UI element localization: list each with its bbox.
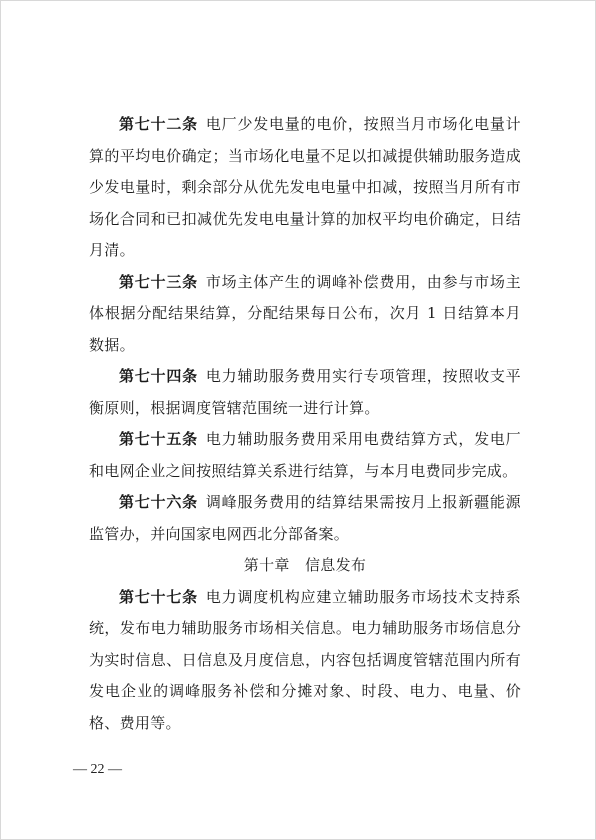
article-73 [89,267,521,362]
article-number: 第七十四条 [119,367,198,385]
article-72 [89,109,521,267]
page-body [89,109,521,739]
article-number: 第七十五条 [119,430,198,448]
article-number: 第七十七条 [119,587,198,606]
article-text: 电力调度机构应建立辅助服务市场技术支持系统，发布电力辅助服务市场相关信息。电力辅助服务市场信息分为实时信息、日信息及月度信息，内容包括调度管辖范围内所有发电企业的调峰服务补偿和分摊对象、时段、电力、电量、价格、费用等。 [89,587,521,732]
article-75 [89,424,521,487]
article-number: 第七十六条 [119,493,198,511]
article-77 [89,582,521,740]
article-76 [89,487,521,550]
article-number: 第七十三条 [119,272,198,291]
chapter-heading: 第十章 信息发布 [243,556,367,574]
article-text: 电力辅助服务费用采用电费结算方式，发电厂和电网企业之间按照结算关系进行结算，与本月电费同步完成。 [89,430,521,480]
article-text: 调峰服务费用的结算结果需按月上报新疆能源监管办，并向国家电网西北分部备案。 [89,493,521,543]
article-74 [89,361,521,424]
page-number: — 22 — [73,762,122,777]
article-text: 市场主体产生的调峰补偿费用，由参与市场主体根据分配结果结算，分配结果每日公布，次月 1 日结算本月数据。 [89,272,521,354]
article-text: 电力辅助服务费用实行专项管理，按照收支平衡原则，根据调度管辖范围统一进行计算。 [89,367,521,417]
article-text: 电厂少发电量的电价，按照当月市场化电量计算的平均电价确定；当市场化电量不足以扣减提供辅助服务造成少发电量时，剩余部分从优先发电电量中扣减，按照当月所有市场化合同和已扣减优先发电电量计算的加权平均电价确定，日结月清。 [89,115,521,259]
article-number: 第七十二条 [119,115,198,133]
